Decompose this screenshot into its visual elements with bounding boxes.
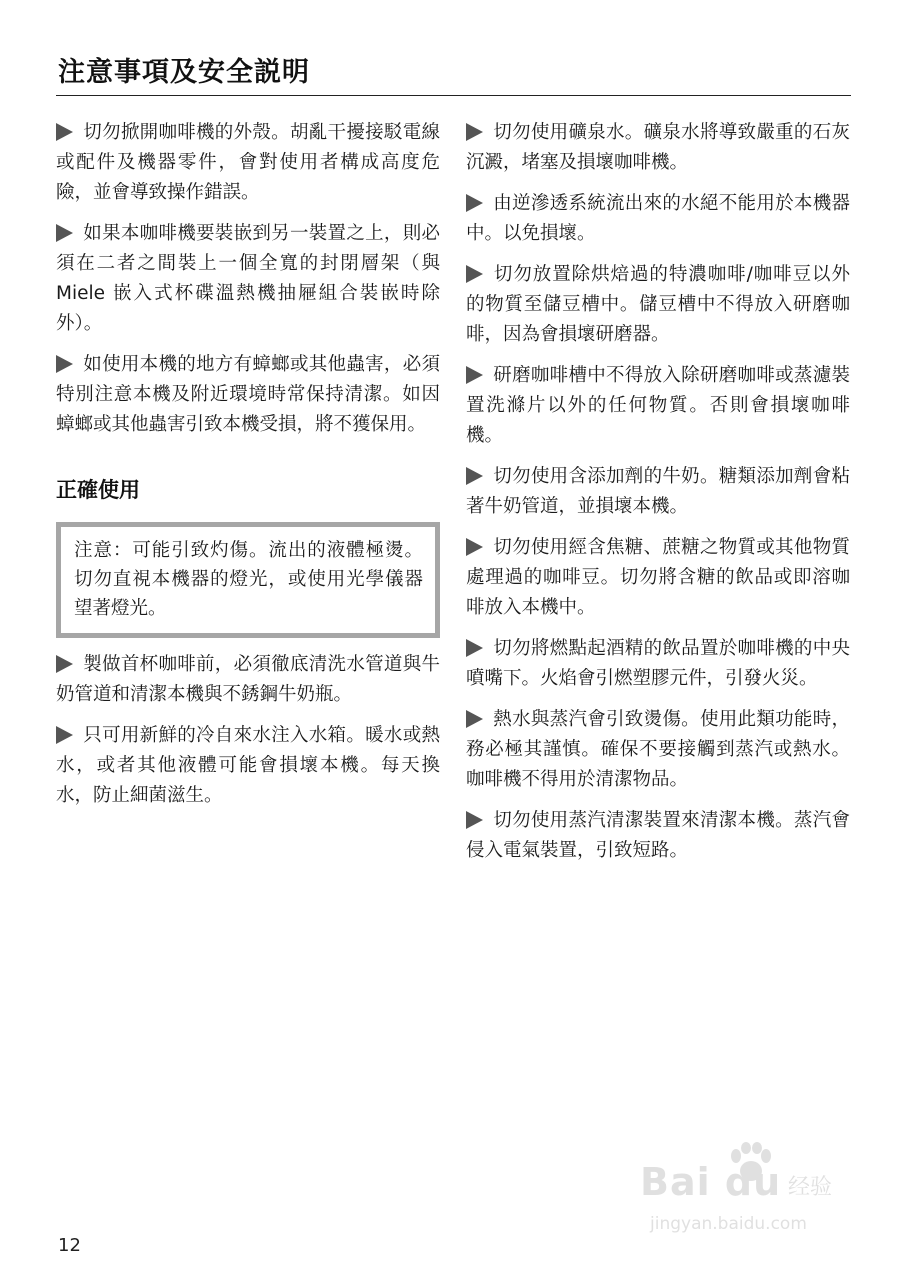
instruction-item: 熱水與蒸汽會引致燙傷。使用此類功能時，務必極其謹慎。確保不要接觸到蒸汽或熱水。咖啡機不得用於清潔物品。 bbox=[466, 709, 850, 790]
arrow-bullet-icon bbox=[466, 265, 483, 283]
page-number: 12 bbox=[58, 1235, 81, 1256]
title-divider bbox=[56, 95, 851, 96]
instruction-item: 切勿使用蒸汽清潔裝置來清潔本機。蒸汽會侵入電氣裝置，引致短路。 bbox=[466, 810, 850, 861]
instruction-item: 製做首杯咖啡前，必須徹底清洗水管道與牛奶管道和清潔本機與不銹鋼牛奶瓶。 bbox=[56, 654, 440, 705]
instruction-item: 切勿將燃點起酒精的飲品置於咖啡機的中央噴嘴下。火焰會引燃塑膠元件，引發火災。 bbox=[466, 638, 850, 689]
arrow-bullet-icon bbox=[466, 538, 483, 556]
arrow-bullet-icon bbox=[466, 710, 483, 728]
instruction-item: 研磨咖啡槽中不得放入除研磨咖啡或蒸濾裝置洗滌片以外的任何物質。否則會損壞咖啡機。 bbox=[466, 365, 850, 446]
instruction-item: 切勿掀開咖啡機的外殼。胡亂干擾接駁電線或配件及機器零件，會對使用者構成高度危險，並會導致操作錯誤。 bbox=[56, 122, 440, 203]
arrow-bullet-icon bbox=[466, 467, 483, 485]
instruction-item: 切勿使用礦泉水。礦泉水將導致嚴重的石灰沉澱，堵塞及損壞咖啡機。 bbox=[466, 122, 850, 173]
arrow-bullet-icon bbox=[56, 224, 73, 242]
instruction-item: 由逆滲透系統流出來的水絕不能用於本機器中。以免損壞。 bbox=[466, 193, 850, 244]
warning-box bbox=[56, 522, 440, 638]
arrow-bullet-icon bbox=[466, 811, 483, 829]
arrow-bullet-icon bbox=[466, 366, 483, 384]
left-column bbox=[56, 118, 440, 822]
watermark-subtitle: 经验 bbox=[788, 1175, 833, 1200]
page-title: 注意事項及安全説明 bbox=[58, 57, 310, 88]
instruction-item: 如使用本機的地方有蟑螂或其他蟲害，必須特別注意本機及附近環境時常保持清潔。如因蟑螂或其他蟲害引致本機受損，將不獲保用。 bbox=[56, 354, 440, 435]
instruction-item: 只可用新鮮的冷自來水注入水箱。暖水或熱水，或者其他液體可能會損壞本機。每天換水，防止細菌滋生。 bbox=[56, 725, 440, 806]
arrow-bullet-icon bbox=[466, 194, 483, 212]
arrow-bullet-icon bbox=[56, 355, 73, 373]
section-heading: 正確使用 bbox=[56, 478, 140, 502]
arrow-bullet-icon bbox=[56, 726, 73, 744]
watermark-logo: Bai du bbox=[640, 1160, 782, 1204]
arrow-bullet-icon bbox=[56, 655, 73, 673]
baidu-watermark bbox=[640, 1160, 855, 1240]
right-column bbox=[466, 118, 850, 877]
instruction-item: 如果本咖啡機要裝嵌到另一裝置之上，則必須在二者之間裝上一個全寬的封閉層架（與 Miele 嵌入式杯碟溫熱機抽屜組合裝嵌時除外）。 bbox=[56, 223, 440, 334]
instruction-item: 切勿放置除烘焙過的特濃咖啡/咖啡豆以外的物質至儲豆槽中。儲豆槽中不得放入研磨咖啡，因為會損壞研磨器。 bbox=[466, 264, 850, 345]
arrow-bullet-icon bbox=[466, 123, 483, 141]
instruction-item: 切勿使用含添加劑的牛奶。糖類添加劑會粘著牛奶管道，並損壞本機。 bbox=[466, 466, 850, 517]
warning-text: 注意：可能引致灼傷。流出的液體極燙。切勿直視本機器的燈光，或使用光學儀器望著燈光。 bbox=[74, 540, 423, 619]
watermark-url: jingyan.baidu.com bbox=[650, 1214, 807, 1234]
arrow-bullet-icon bbox=[466, 639, 483, 657]
arrow-bullet-icon bbox=[56, 123, 73, 141]
instruction-item: 切勿使用經含焦糖、蔗糖之物質或其他物質處理過的咖啡豆。切勿將含糖的飲品或即溶咖啡放入本機中。 bbox=[466, 537, 850, 618]
